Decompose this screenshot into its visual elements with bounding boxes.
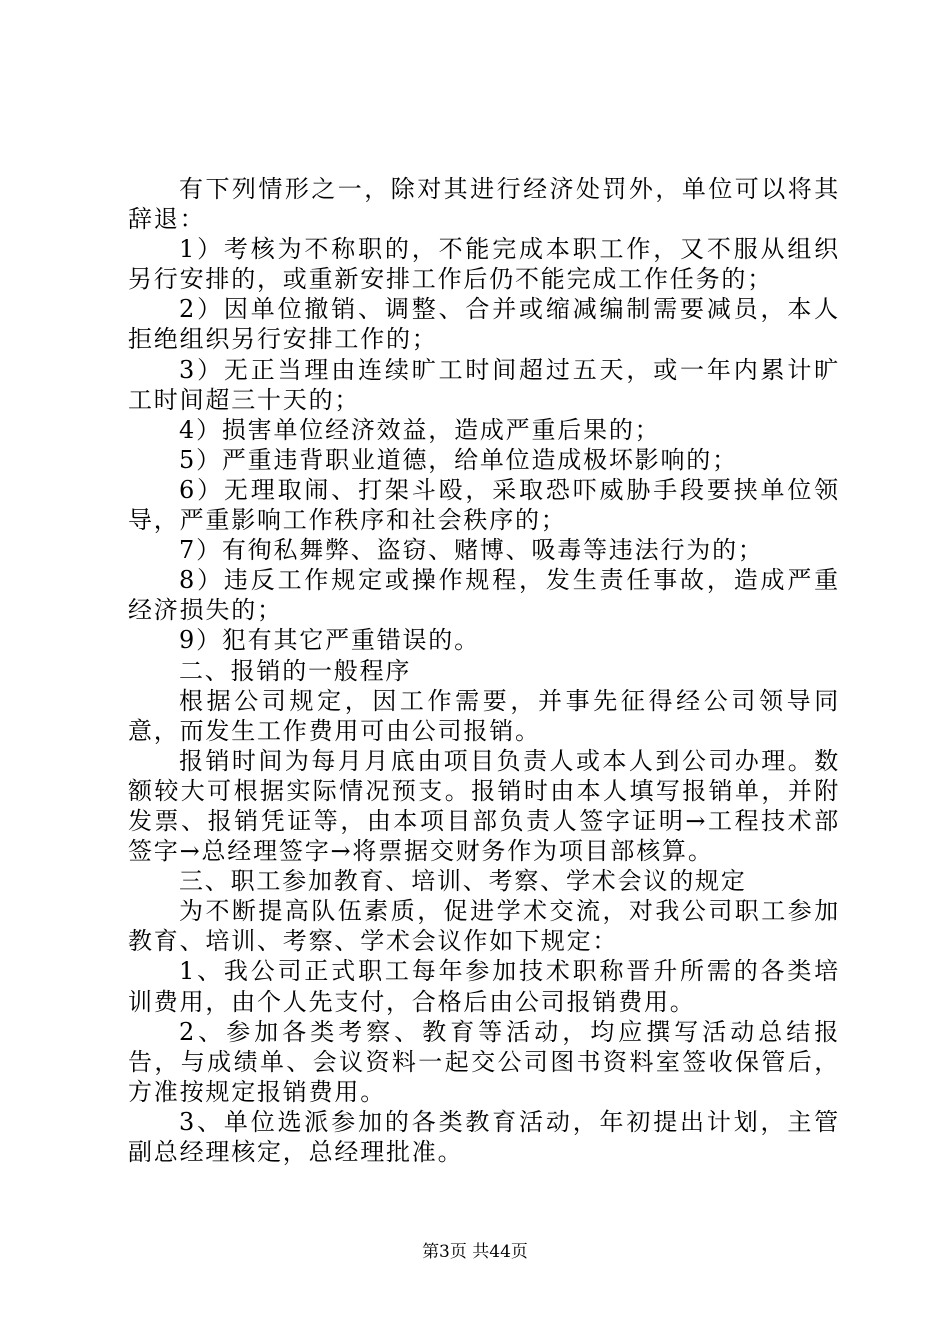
page-number: 第3页 共44页 [422,1242,528,1262]
paragraph: 为不断提高队伍素质，促进学术交流，对我公司职工参加教育、培训、考察、学术会议作如下规定： [128,897,840,956]
list-item: 7）有徇私舞弊、盗窃、赌博、吸毒等违法行为的； [179,536,764,565]
list-item: 9）犯有其它严重错误的。 [179,626,480,655]
section-heading: 三、职工参加教育、培训、考察、学术会议的规定 [179,867,747,896]
list-item: 1）考核为不称职的，不能完成本职工作，又不服从组织另行安排的，或重新安排工作后仍不能完成工作任务的； [128,235,840,294]
list-item: 8）违反工作规定或操作规程，发生责任事故，造成严重经济损失的； [128,566,840,625]
list-item: 1、我公司正式职工每年参加技术职称晋升所需的各类培训费用，由个人先支付，合格后由公司报销费用。 [128,957,840,1016]
list-item: 3、单位选派参加的各类教育活动，年初提出计划，主管副总经理核定，总经理批准。 [128,1107,840,1166]
document-body [128,174,840,1167]
list-item: 2、参加各类考察、教育等活动，均应撰写活动总结报告，与成绩单、会议资料一起交公司图书资料室签收保管后，方准按规定报销费用。 [128,1017,840,1106]
paragraph: 报销时间为每月月底由项目负责人或本人到公司办理。数额较大可根据实际情况预支。报销时由本人填写报销单，并附发票、报销凭证等，由本项目部负责人签字证明→工程技术部签字→总经理签字→将票据交财务作为项目部核算。 [128,746,840,866]
list-item: 4）损害单位经济效益，造成严重后果的； [179,415,661,444]
paragraph: 有下列情形之一，除对其进行经济处罚外，单位可以将其辞退： [128,175,840,234]
paragraph: 根据公司规定，因工作需要，并事先征得经公司领导同意，而发生工作费用可由公司报销。 [128,686,840,745]
list-item: 3）无正当理由连续旷工时间超过五天，或一年内累计旷工时间超三十天的； [128,355,840,414]
list-item: 6）无理取闹、打架斗殴，采取恐吓威胁手段要挟单位领导，严重影响工作秩序和社会秩序的； [128,475,840,535]
list-item: 5）严重违背职业道德，给单位造成极坏影响的； [179,445,738,474]
list-item: 2）因单位撤销、调整、合并或缩减编制需要减员，本人拒绝组织另行安排工作的； [128,295,840,354]
section-heading: 二、报销的一般程序 [179,656,412,685]
